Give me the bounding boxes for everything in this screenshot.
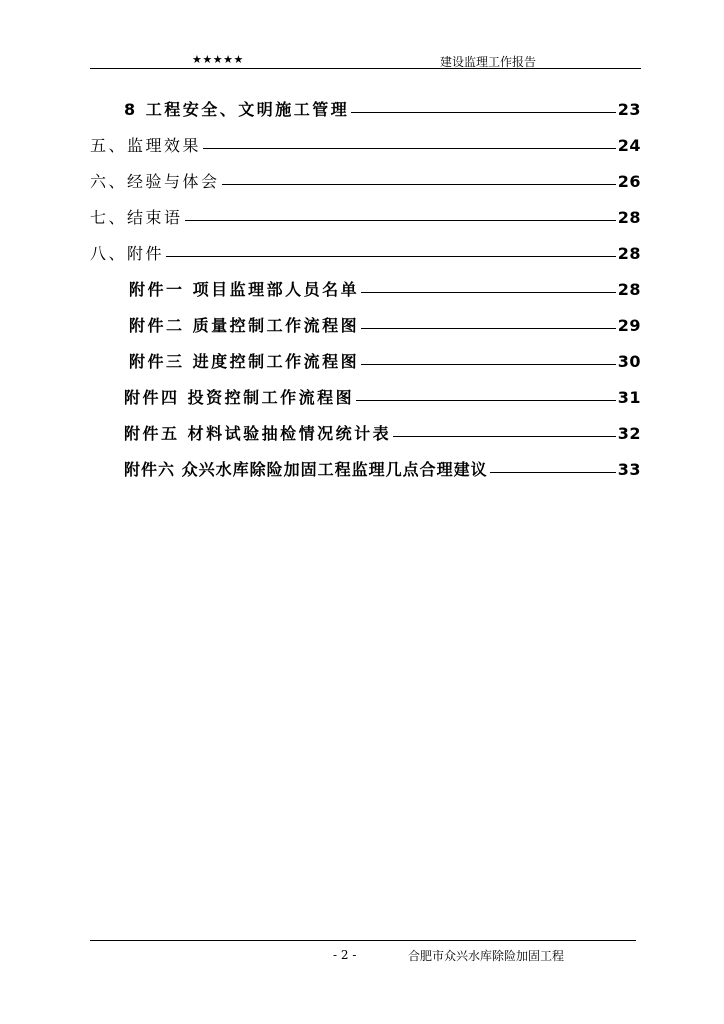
toc-entry[interactable] <box>129 348 641 372</box>
header-rule <box>90 68 641 69</box>
toc-leader-line <box>356 400 616 401</box>
toc-entry-page: 26 <box>617 172 641 191</box>
toc-entry-title: 附件四 投资控制工作流程图 <box>124 388 355 407</box>
toc-entry-title: 8 工程安全、文明施工管理 <box>124 100 350 119</box>
toc-entry-page: 28 <box>617 208 641 227</box>
toc-entry[interactable] <box>129 312 641 336</box>
header-stars: ★★★★★ <box>192 53 244 66</box>
toc-entry-title: 附件六 众兴水库除险加固工程监理几点合理建议 <box>124 460 488 479</box>
toc-leader-line <box>490 472 616 473</box>
toc-leader-line <box>393 436 616 437</box>
toc-leader-line <box>166 256 616 257</box>
toc-leader-line <box>361 364 616 365</box>
toc-entry-title: 附件一 项目监理部人员名单 <box>129 280 360 299</box>
toc-entry-title: 附件二 质量控制工作流程图 <box>129 316 360 335</box>
toc-entry-page: 28 <box>617 280 641 299</box>
toc-leader-line <box>351 112 616 113</box>
toc-entry[interactable] <box>124 384 641 408</box>
toc-leader-line <box>222 184 616 185</box>
toc-entry-title: 六、经验与体会 <box>90 172 220 191</box>
toc-entry[interactable] <box>90 240 641 264</box>
toc-entry-page: 33 <box>617 460 641 479</box>
toc-entry[interactable] <box>124 456 641 480</box>
toc-entry-page: 30 <box>617 352 641 371</box>
toc-entry-page: 31 <box>617 388 641 407</box>
toc-entry[interactable] <box>90 168 641 192</box>
toc-entry[interactable] <box>90 132 641 156</box>
toc-leader-line <box>185 220 616 221</box>
toc-entry-page: 29 <box>617 316 641 335</box>
toc-entry-title: 附件五 材料试验抽检情况统计表 <box>124 424 392 443</box>
toc-entry-page: 24 <box>617 136 641 155</box>
footer-page-number: - 2 - <box>333 948 357 962</box>
toc-entry[interactable] <box>90 204 641 228</box>
toc-entry-page: 23 <box>617 100 641 119</box>
toc-entry-title: 附件三 进度控制工作流程图 <box>129 352 360 371</box>
toc-leader-line <box>361 292 616 293</box>
toc-entry-title: 七、结束语 <box>90 208 183 227</box>
toc-entry-title: 八、附件 <box>90 244 165 263</box>
toc-leader-line <box>361 328 616 329</box>
toc-entry[interactable] <box>124 96 641 120</box>
footer-rule <box>90 940 636 941</box>
toc-entry-page: 32 <box>617 424 641 443</box>
footer-project-name: 合肥市众兴水库除险加固工程 <box>408 949 565 963</box>
toc-entry[interactable] <box>124 420 641 444</box>
toc-entry-title: 五、监理效果 <box>90 136 202 155</box>
toc-leader-line <box>203 148 616 149</box>
header-title: 建设监理工作报告 <box>440 55 537 69</box>
toc-entry-page: 28 <box>617 244 641 263</box>
toc-entry[interactable] <box>129 276 641 300</box>
